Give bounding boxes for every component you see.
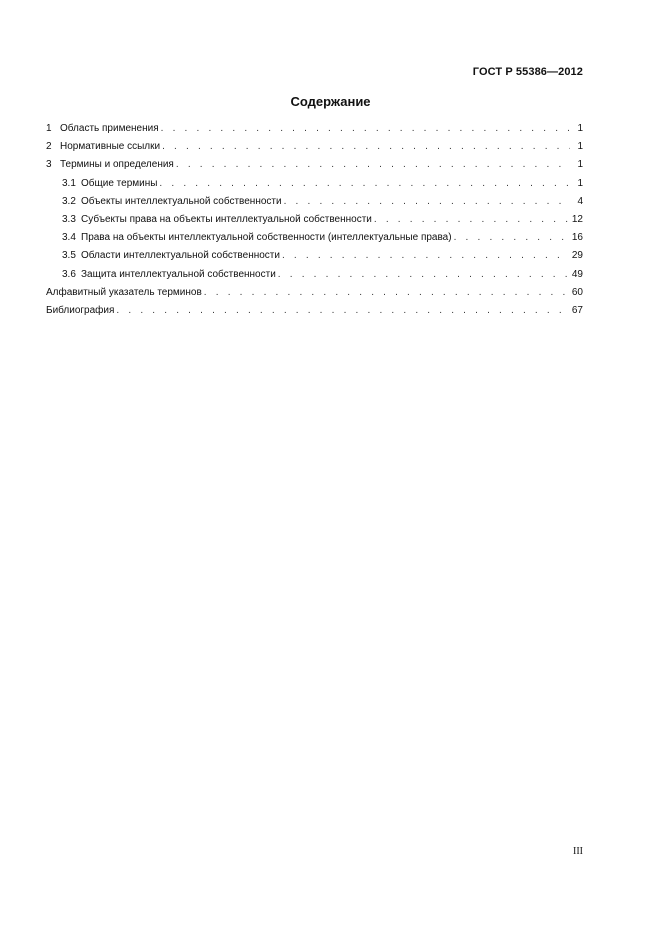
toc-entry-page: 12: [571, 213, 583, 225]
document-code: ГОСТ Р 55386—2012: [472, 66, 583, 78]
toc-entry-number: 1: [46, 123, 52, 134]
toc-entry-ip-areas[interactable]: [46, 249, 583, 267]
toc-entry-page: 60: [571, 286, 583, 298]
toc-entry-normative-references[interactable]: [46, 140, 583, 158]
dot-leader: [278, 268, 569, 282]
toc-title: Содержание: [290, 94, 371, 109]
page-number: III: [573, 846, 583, 857]
dot-leader: [162, 140, 570, 154]
dot-leader: [176, 158, 570, 172]
toc-entry-page: 1: [577, 123, 583, 134]
toc-entry-label: Термины и определения: [60, 159, 174, 171]
toc-entry-label: Защита интеллектуальной собственности: [81, 268, 276, 280]
toc-entry-number: 3.4: [62, 232, 76, 244]
toc-entry-page: 49: [571, 268, 583, 280]
toc-entry-label: Субъекты права на объекты интеллектуальной собственности: [81, 213, 372, 225]
toc-entry-scope[interactable]: [46, 122, 583, 140]
toc-entry-number: 3.3: [62, 213, 76, 225]
toc-entry-number: 3.1: [62, 177, 76, 189]
toc-entry-ip-protection[interactable]: [46, 268, 583, 286]
toc-entry-label: Права на объекты интеллектуальной собственности (интеллектуальные права): [81, 232, 452, 244]
toc-entry-number: 3.5: [62, 250, 76, 262]
toc-entry-label: Нормативные ссылки: [60, 141, 161, 153]
toc-entry-alphabetical-index[interactable]: [46, 286, 583, 304]
toc-entry-label: Объекты интеллектуальной собственности: [81, 195, 282, 207]
dot-leader: [454, 231, 569, 245]
dot-leader: [159, 177, 570, 191]
toc-entry-general-terms[interactable]: [46, 177, 583, 195]
toc-entry-number: 2: [46, 141, 52, 153]
dot-leader: [282, 249, 569, 263]
toc-entry-page: 67: [571, 304, 583, 316]
toc-entry-label: Общие термины: [81, 177, 158, 189]
toc-entry-page: 29: [571, 250, 583, 262]
dot-leader: [284, 195, 570, 209]
dot-leader: [204, 286, 569, 300]
toc-entry-number: 3: [46, 159, 52, 171]
toc-entry-label: Область применения: [60, 123, 159, 134]
toc-entry-page: 1: [577, 141, 583, 153]
toc-entry-page: 16: [571, 232, 583, 244]
toc-entry-label: Библиография: [46, 304, 115, 316]
toc-entry-page: 1: [577, 177, 583, 189]
toc-entry-page: 4: [577, 195, 583, 207]
toc-entry-ip-objects[interactable]: [46, 195, 583, 213]
toc-entry-terms-definitions[interactable]: [46, 158, 583, 176]
toc-entry-number: 3.2: [62, 195, 76, 207]
toc-entry-ip-subjects[interactable]: [46, 213, 583, 231]
dot-leader: [116, 304, 568, 318]
dot-leader: [161, 122, 570, 136]
toc-entry-ip-rights[interactable]: [46, 231, 583, 249]
table-of-contents: [46, 122, 583, 322]
toc-entry-label: Области интеллектуальной собственности: [81, 250, 280, 262]
toc-entry-label: Алфавитный указатель терминов: [46, 286, 202, 298]
toc-entry-bibliography[interactable]: [46, 304, 583, 322]
toc-entry-page: 1: [577, 159, 583, 171]
toc-entry-number: 3.6: [62, 268, 76, 280]
dot-leader: [374, 213, 569, 227]
